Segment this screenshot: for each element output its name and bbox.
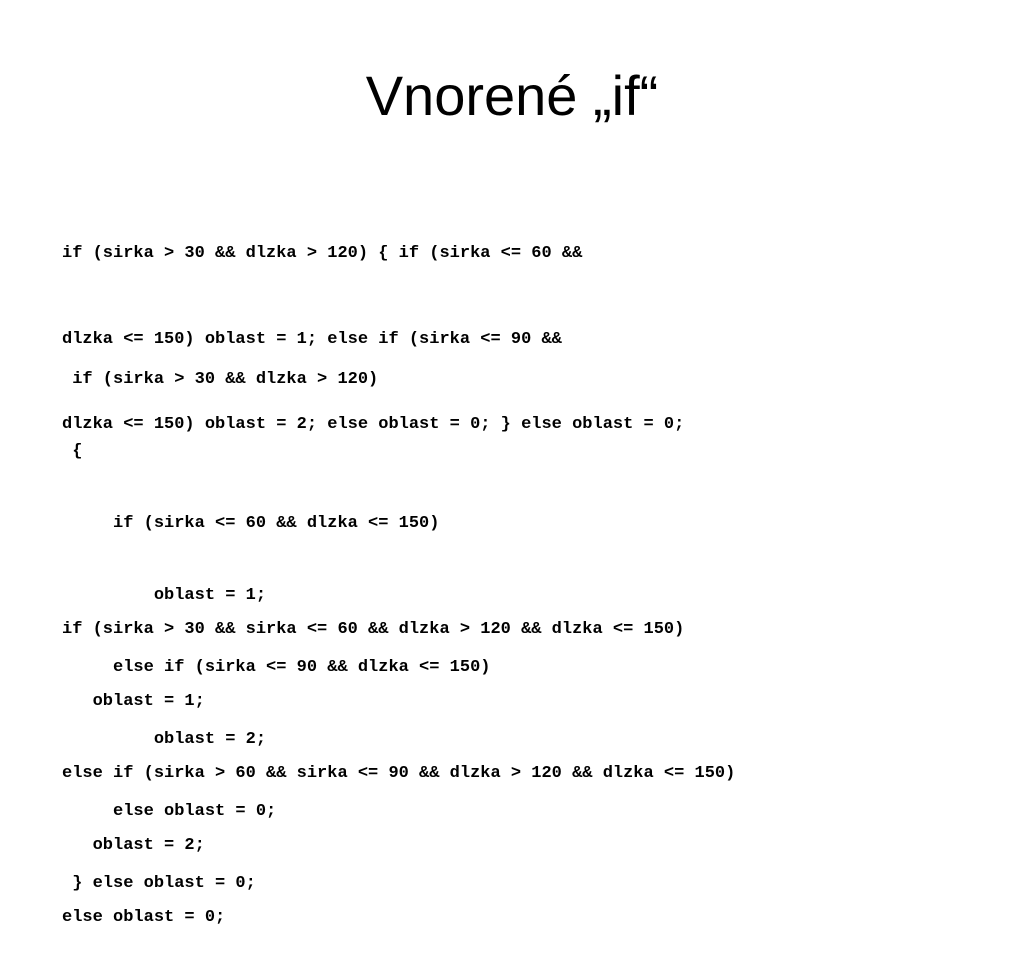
code-line: oblast = 2; — [62, 836, 205, 855]
code-line: oblast = 1; — [62, 586, 267, 605]
code-line: dlzka <= 150) oblast = 2; else oblast = 0; } else oblast = 0; — [62, 415, 685, 434]
code-line: else if (sirka <= 90 && dlzka <= 150) — [62, 658, 491, 677]
slide-title: Vnorené „if“ — [365, 64, 659, 127]
code-block-flat — [62, 570, 735, 954]
code-line: if (sirka > 30 && dlzka > 120) — [62, 370, 379, 389]
code-line: if (sirka > 30 && dlzka > 120) { if (sirka <= 60 && — [62, 244, 583, 263]
code-line: oblast = 1; — [62, 692, 205, 711]
code-line: if (sirka > 30 && sirka <= 60 && dlzka > 120 && dlzka <= 150) — [62, 620, 685, 639]
code-line: else oblast = 0; — [62, 908, 226, 927]
code-line: else if (sirka > 60 && sirka <= 90 && dlzka > 120 && dlzka <= 150) — [62, 764, 736, 783]
code-line: } else oblast = 0; — [62, 874, 256, 893]
code-line: if (sirka <= 60 && dlzka <= 150) — [62, 514, 440, 533]
code-line: oblast = 2; — [62, 730, 267, 749]
code-line: { — [62, 442, 83, 461]
code-line: dlzka <= 150) oblast = 1; else if (sirka <= 90 && — [62, 329, 562, 349]
code-line: else oblast = 0; — [62, 802, 277, 821]
